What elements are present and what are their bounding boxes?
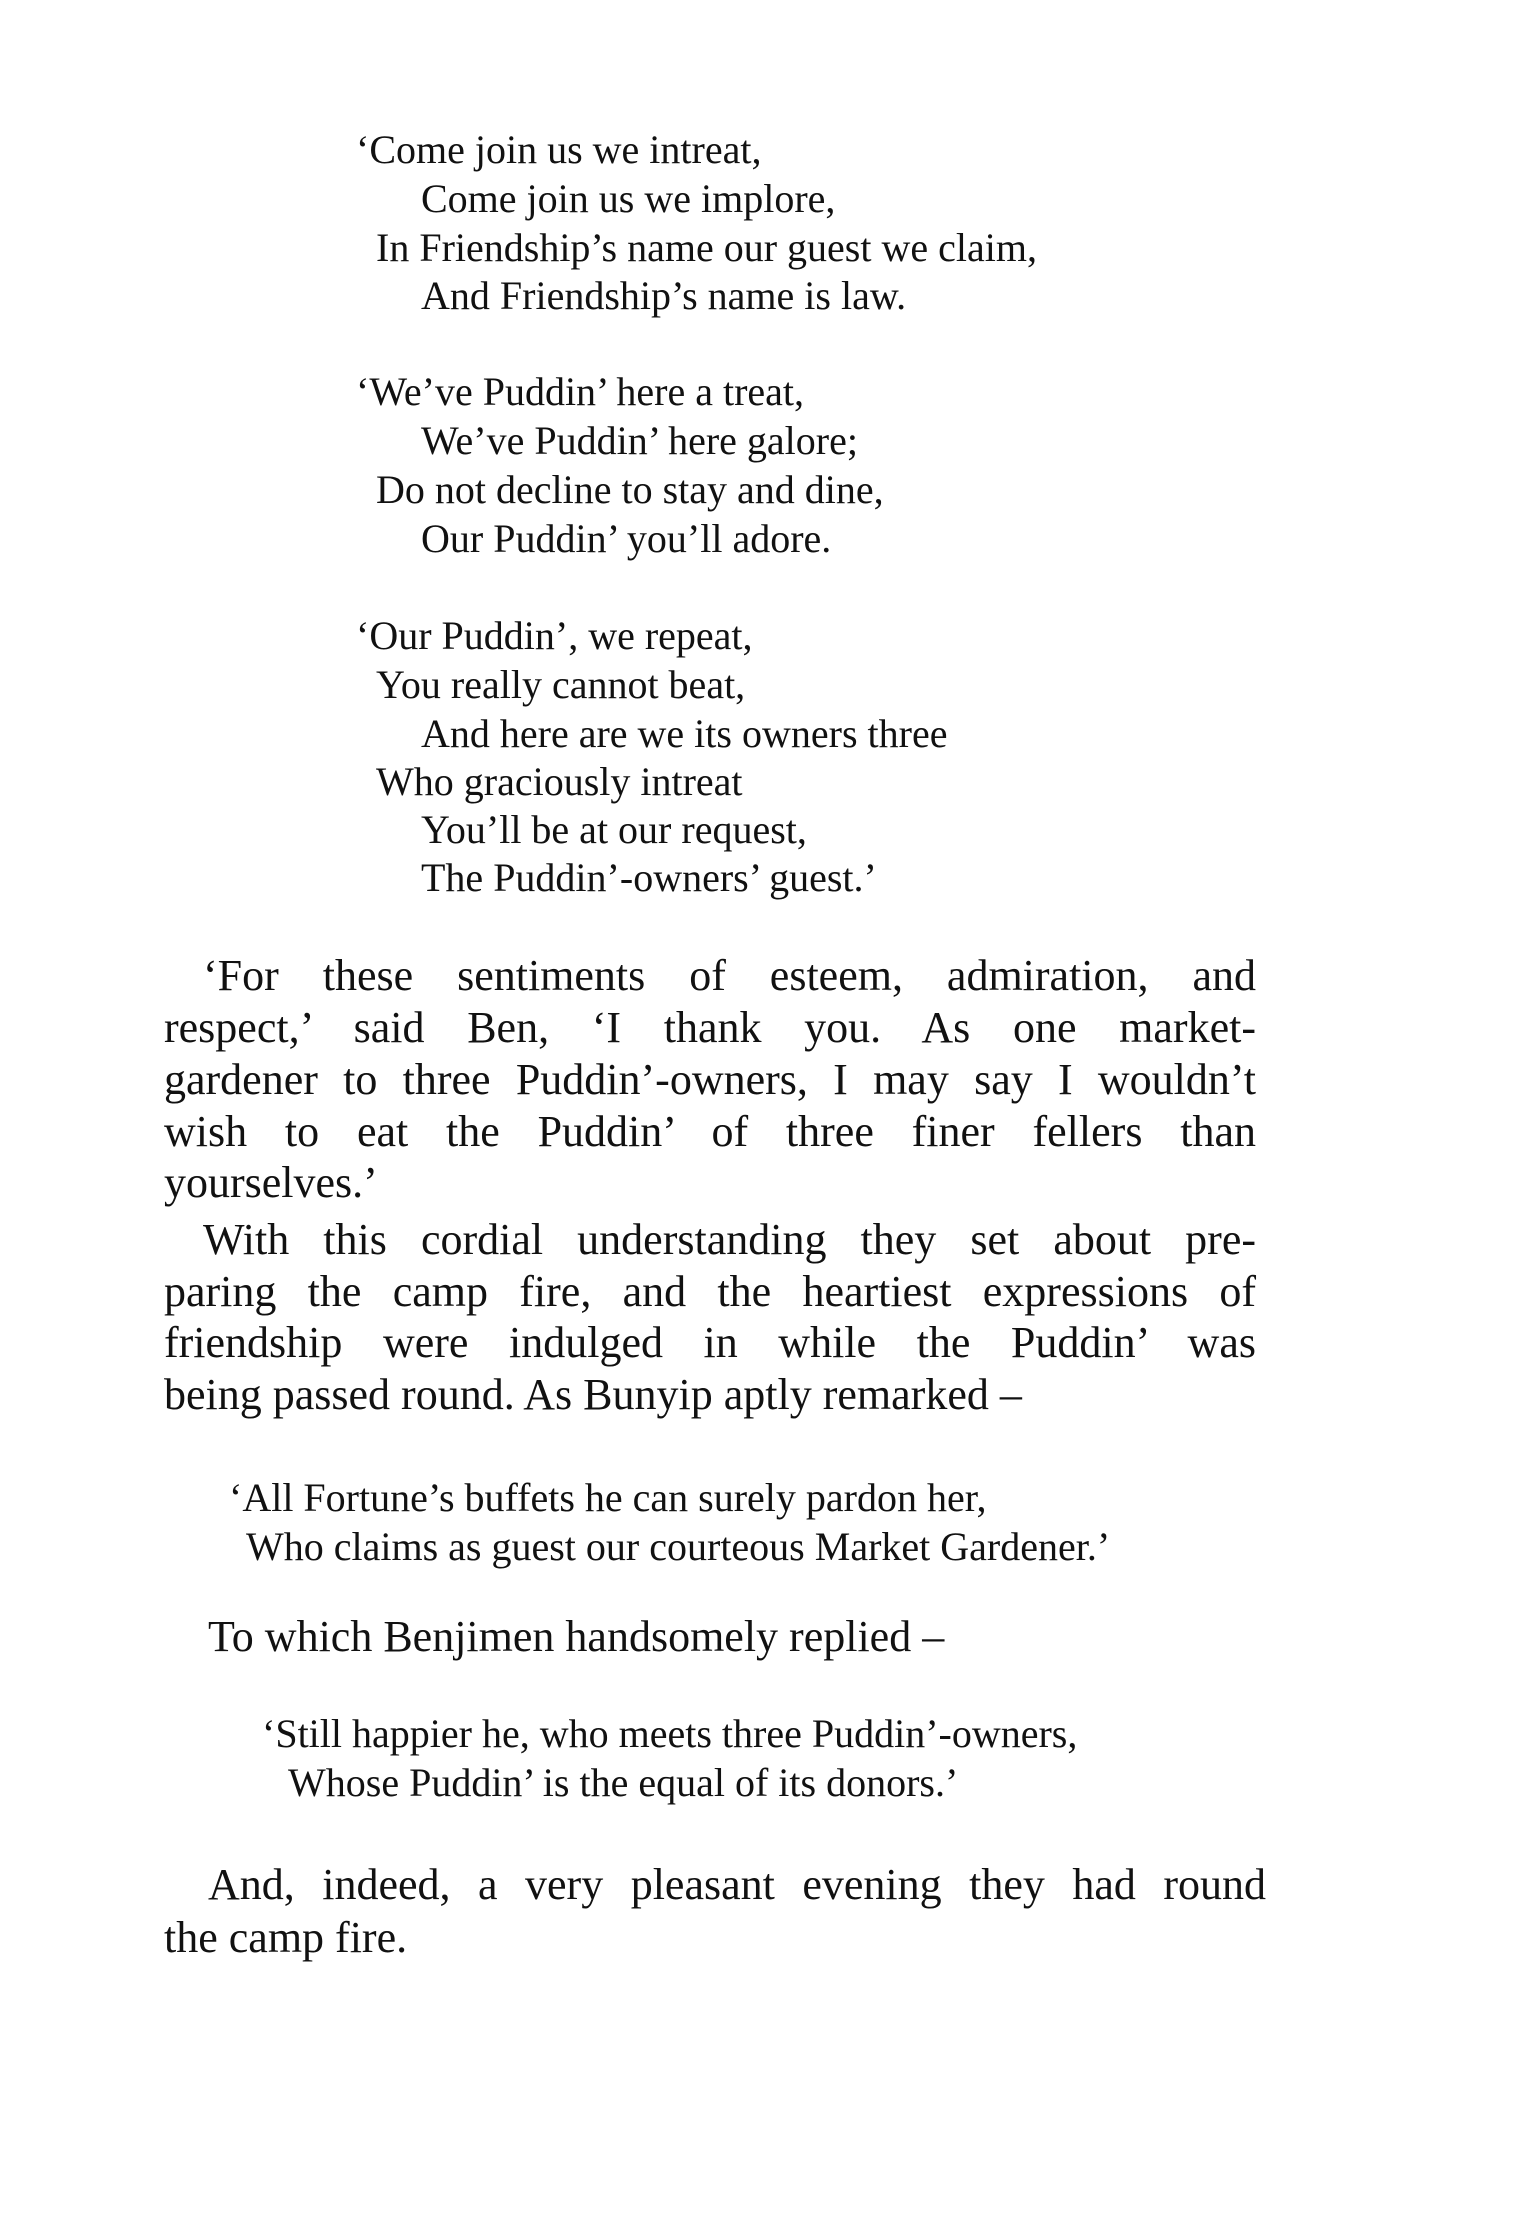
verse-line: ‘Our Puddin’, we repeat, xyxy=(356,613,753,658)
verse-line: Who claims as guest our courteous Market Gardener.’ xyxy=(246,1524,1111,1569)
verse-line: ‘Come join us we intreat, xyxy=(356,127,762,172)
verse-line: ‘Still happier he, who meets three Puddin’-owners, xyxy=(262,1711,1078,1756)
prose-line: paring the camp fire, and the heartiest expressions of xyxy=(164,1267,1256,1316)
verse-line: And Friendship’s name is law. xyxy=(421,273,907,318)
verse-line: In Friendship’s name our guest we claim, xyxy=(376,225,1037,270)
prose-line: With this cordial understanding they set about pre- xyxy=(203,1215,1256,1264)
prose-line: respect,’ said Ben, ‘I thank you. As one market- xyxy=(164,1003,1256,1052)
verse-line: Come join us we implore, xyxy=(421,176,836,221)
verse-line: Whose Puddin’ is the equal of its donors.’ xyxy=(288,1760,959,1805)
prose-line: gardener to three Puddin’-owners, I may say I wouldn’t xyxy=(164,1055,1256,1104)
verse-line: Do not decline to stay and dine, xyxy=(376,467,884,512)
paragraph-reply: To which Benjimen handsomely replied – xyxy=(208,1612,945,1661)
verse-line: ‘We’ve Puddin’ here a treat, xyxy=(356,369,805,414)
prose-line: wish to eat the Puddin’ of three finer fellers than xyxy=(164,1107,1256,1156)
verse-line: And here are we its owners three xyxy=(421,711,948,756)
verse-line: Who graciously intreat xyxy=(376,759,743,804)
prose-line: ‘For these sentiments of esteem, admiration, and xyxy=(203,951,1256,1000)
prose-line: And, indeed, a very pleasant evening they had round xyxy=(208,1860,1266,1909)
verse-line: ‘All Fortune’s buffets he can surely pardon her, xyxy=(229,1475,987,1520)
prose-line: friendship were indulged in while the Puddin’ was xyxy=(164,1318,1256,1367)
prose-line: being passed round. As Bunyip aptly remarked – xyxy=(164,1370,1022,1419)
prose-line: the camp fire. xyxy=(164,1913,408,1962)
verse-line: The Puddin’-owners’ guest.’ xyxy=(421,855,877,900)
verse-line: We’ve Puddin’ here galore; xyxy=(421,418,858,463)
verse-line: Our Puddin’ you’ll adore. xyxy=(421,516,832,561)
verse-line: You really cannot beat, xyxy=(376,662,746,707)
verse-line: You’ll be at our request, xyxy=(421,807,807,852)
prose-line: yourselves.’ xyxy=(164,1158,378,1207)
